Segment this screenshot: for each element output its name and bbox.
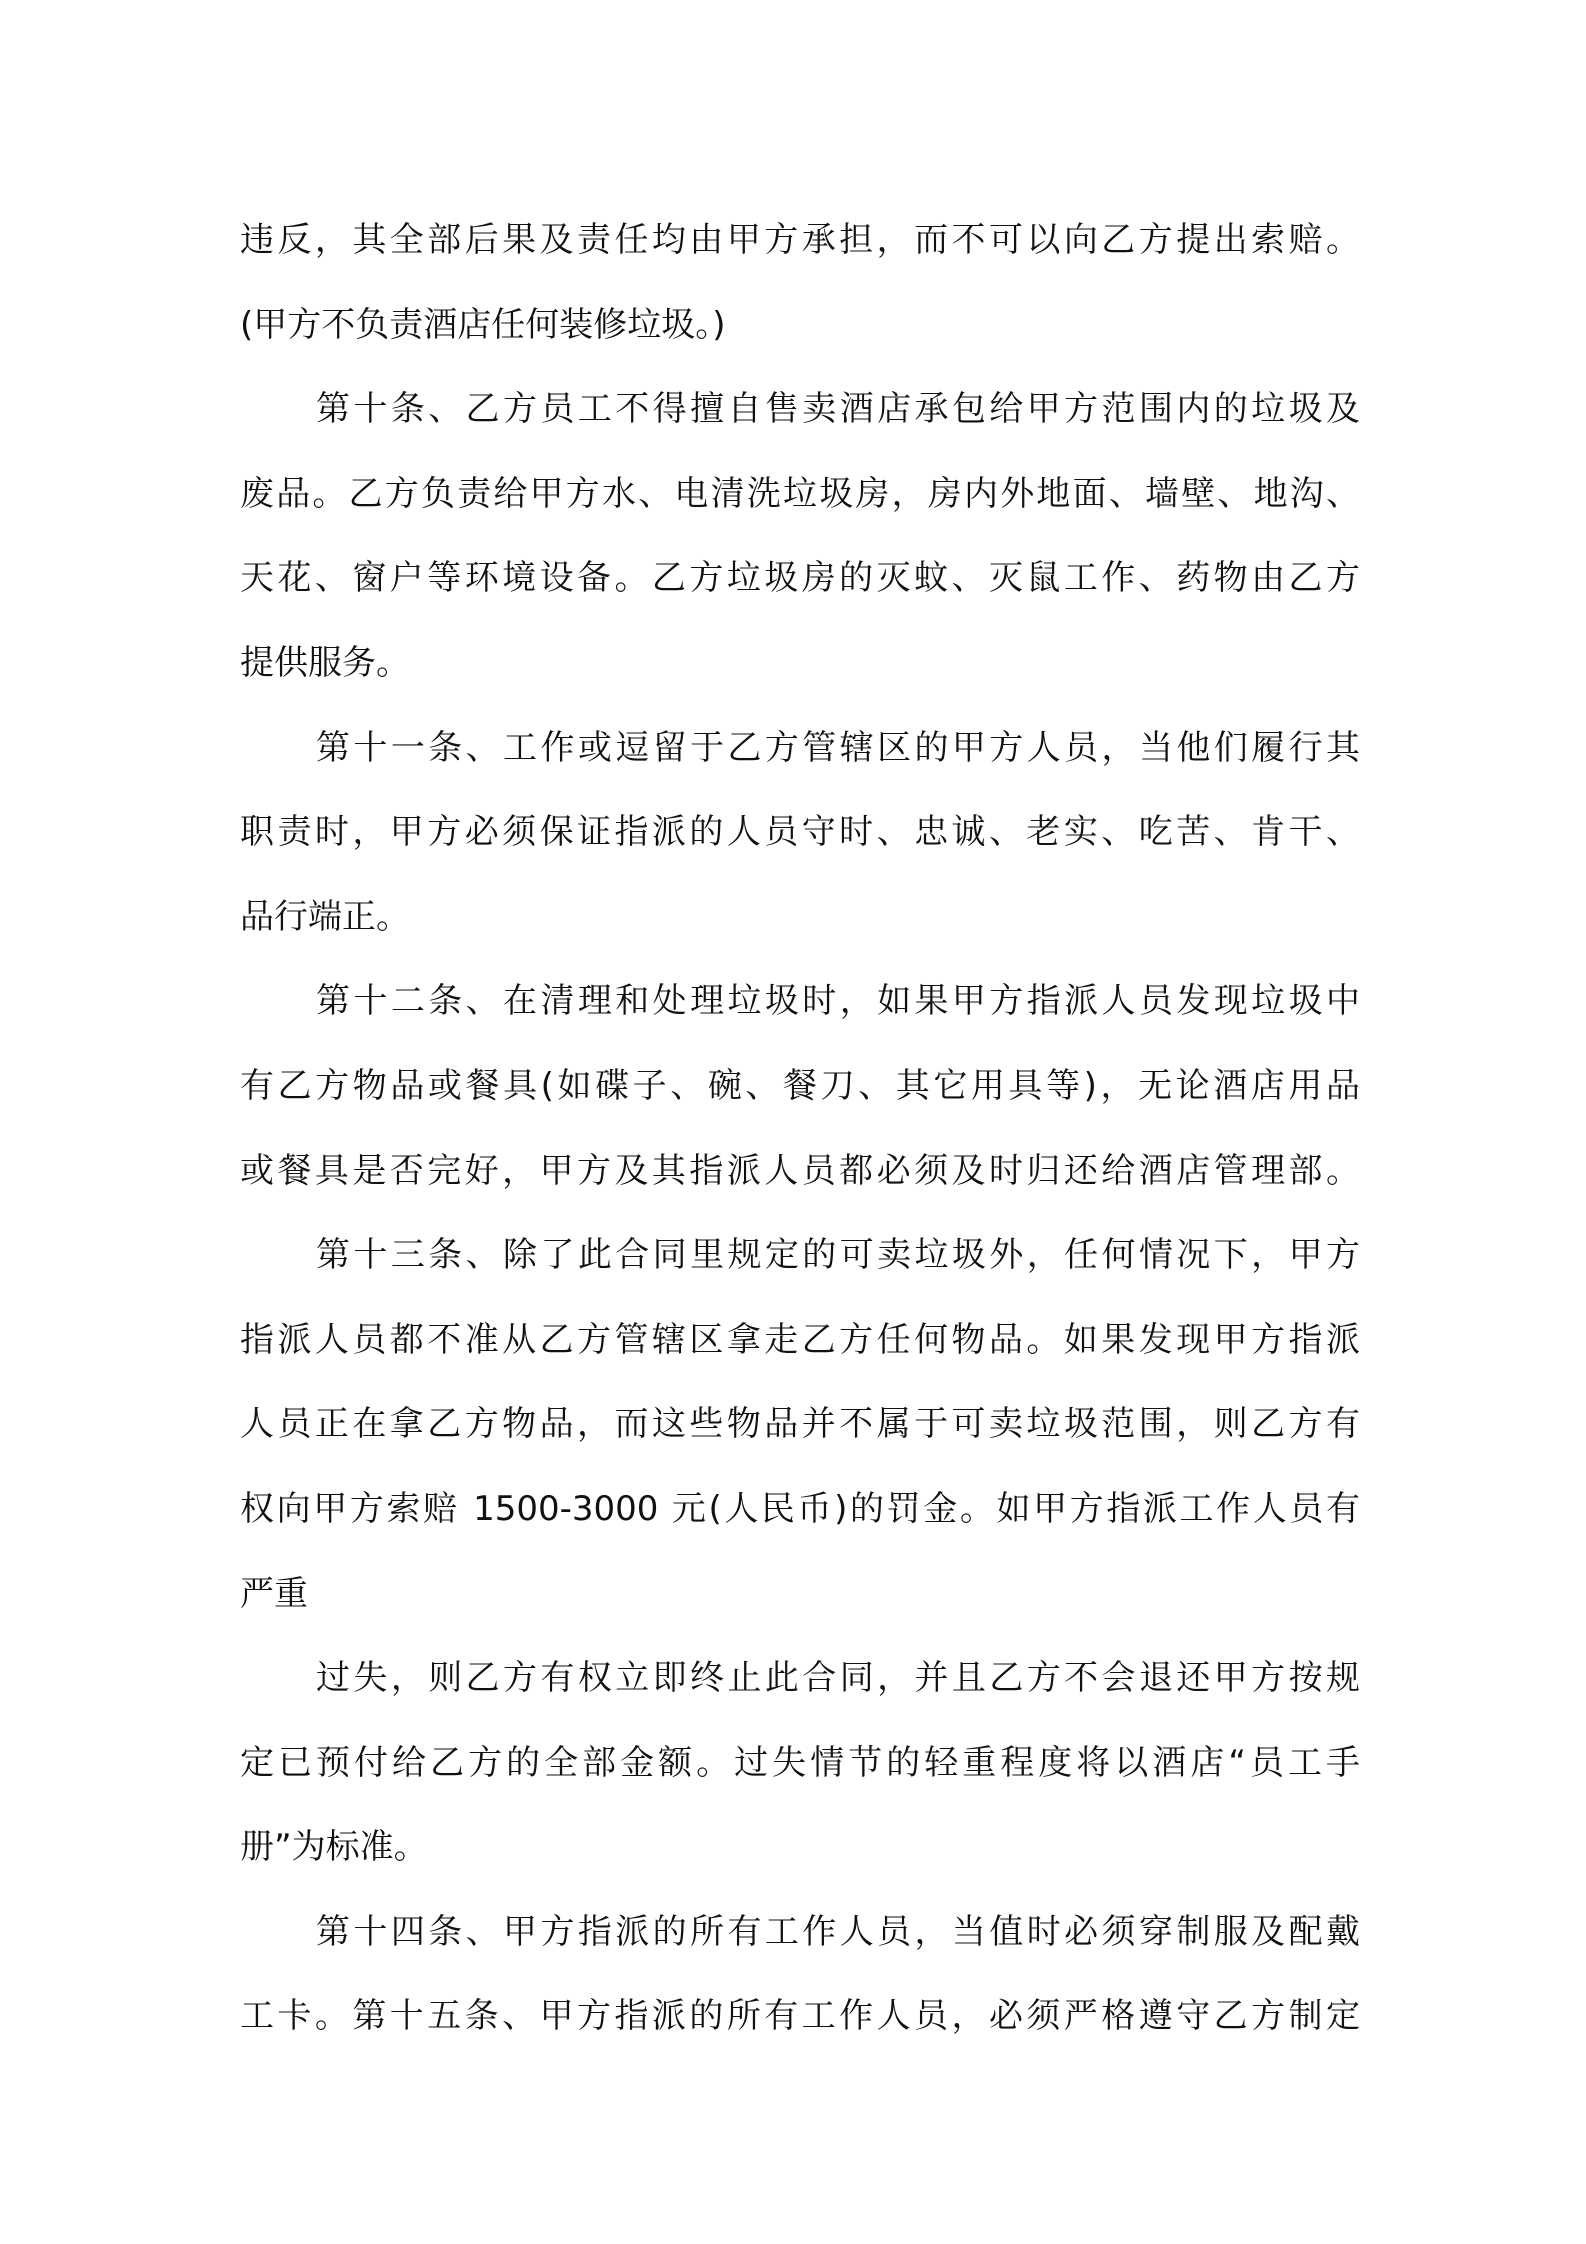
text-line: 职责时，甲方必须保证指派的人员守时、忠诚、老实、吃苦、肯干、 (240, 812, 1360, 853)
text-line: 定已预付给乙方的全部金额。过失情节的轻重程度将以酒店“员工手 (240, 1742, 1360, 1783)
text-line: 废品。乙方负责给甲方水、电清洗垃圾房，房内外地面、墙壁、地沟、 (240, 473, 1360, 514)
article-13-start: 第十三条、除了此合同里规定的可卖垃圾外，任何情况下，甲方 (316, 1235, 1360, 1276)
text-line: 违反，其全部后果及责任均由甲方承担，而不可以向乙方提出索赔。 (240, 220, 1360, 260)
text-line: 册”为标准。 (240, 1827, 428, 1868)
text-line: 权向甲方索赔 1500-3000 元(人民币)的罚金。如甲方指派工作人员有 (240, 1488, 1360, 1529)
text-line: 或餐具是否完好，甲方及其指派人员都必须及时归还给酒店管理部。 (240, 1150, 1360, 1191)
text-line: (甲方不负责酒店任何装修垃圾。) (240, 304, 726, 345)
text-line: 有乙方物品或餐具(如碟子、碗、餐刀、其它用具等)，无论酒店用品 (240, 1065, 1360, 1106)
text-line: 严重 (240, 1573, 308, 1614)
article-12-start: 第十二条、在清理和处理垃圾时，如果甲方指派人员发现垃圾中 (316, 981, 1360, 1022)
text-line: 人员正在拿乙方物品，而这些物品并不属于可卖垃圾范围，则乙方有 (240, 1404, 1360, 1445)
document-body (240, 198, 1360, 2059)
text-line: 品行端正。 (240, 896, 410, 937)
text-line: 指派人员都不准从乙方管辖区拿走乙方任何物品。如果发现甲方指派 (240, 1319, 1360, 1360)
text-line: 过失，则乙方有权立即终止此合同，并且乙方不会退还甲方按规 (316, 1658, 1360, 1699)
text-line: 提供服务。 (240, 642, 410, 683)
text-line: 工卡。第十五条、甲方指派的所有工作人员，必须严格遵守乙方制定 (240, 1996, 1360, 2037)
text-line: 天花、窗户等环境设备。乙方垃圾房的灭蚊、灭鼠工作、药物由乙方 (240, 558, 1360, 599)
article-11-start: 第十一条、工作或逗留于乙方管辖区的甲方人员，当他们履行其 (316, 727, 1360, 768)
article-14-start: 第十四条、甲方指派的所有工作人员，当值时必须穿制服及配戴 (316, 1911, 1360, 1952)
article-10-start: 第十条、乙方员工不得擅自售卖酒店承包给甲方范围内的垃圾及 (316, 389, 1360, 430)
